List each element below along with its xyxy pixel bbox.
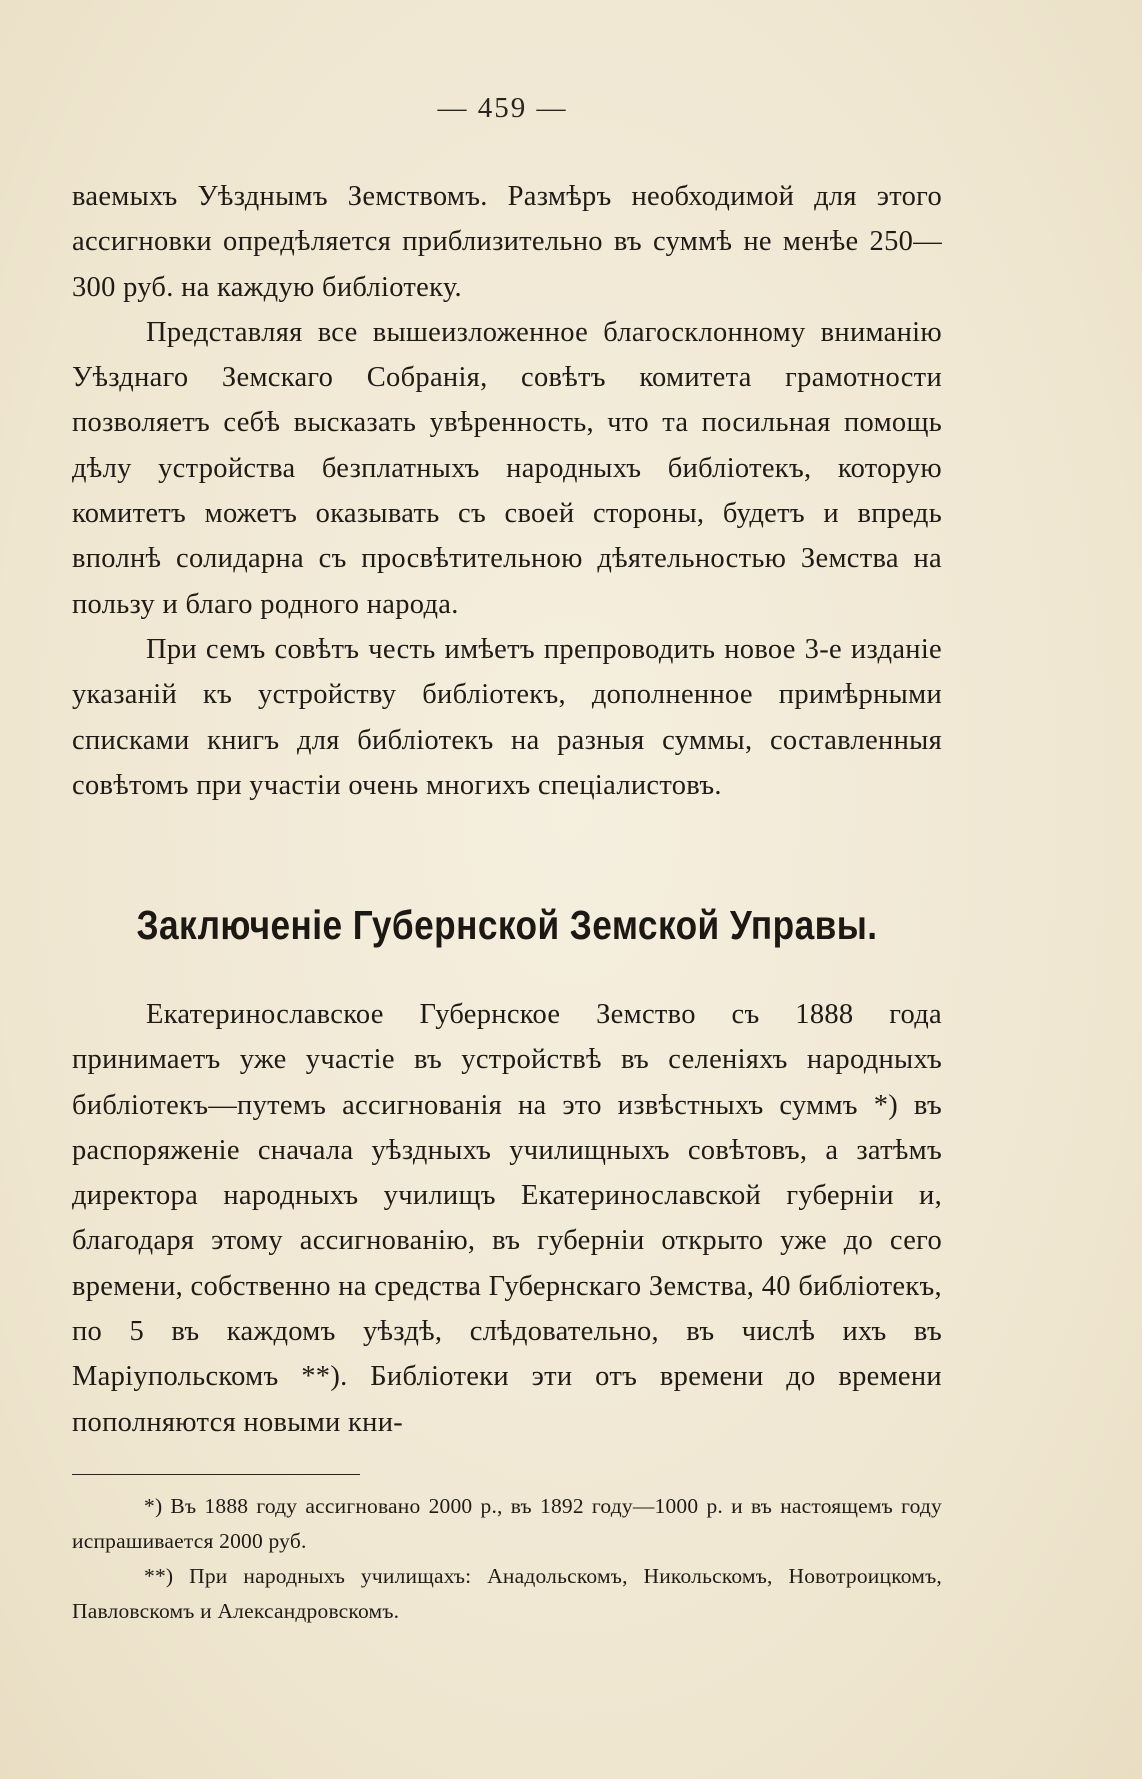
body-text-bottom	[72, 992, 942, 1445]
paragraph: Представляя все вышеизложенное благосклонному вниманію Уѣзднаго Земскаго Собранія, совѣтъ комитета грамотности позволяетъ себѣ высказать увѣренность, что та посильная помощь дѣлу устройства безплатныхъ народныхъ библіотекъ, которую комитетъ можетъ оказывать съ своей стороны, будетъ и впредь вполнѣ солидарна съ просвѣтительною дѣятельностью Земства на пользу и благо родного народа.	[72, 316, 942, 620]
footnotes	[72, 1489, 942, 1629]
footnote-divider	[72, 1474, 360, 1475]
paragraph-continuation: ваемыхъ Уѣзднымъ Земствомъ. Размѣръ необходимой для этого ассигновки опредѣляется приблизительно въ суммѣ не менѣе 250—300 руб. на каждую библіотеку.	[72, 181, 942, 303]
footnote: *) Въ 1888 году ассигновано 2000 р., въ 1892 году—1000 р. и въ настоящемъ году испрашивается 2000 руб.	[72, 1494, 942, 1553]
paragraph: Екатеринославское Губернское Земство съ 1888 года принимаетъ уже участіе въ устройствѣ въ селеніяхъ народныхъ библіотекъ—путемъ ассигнованія на это извѣстныхъ суммъ *) въ распоряженіе сначала уѣздныхъ училищныхъ совѣтовъ, а затѣмъ директора народныхъ училищъ Екатеринославской губерніи и, благодаря этому ассигнованію, въ губерніи открыто уже до сего времени, собственно на средства Губернскаго Земства, 40 библіотекъ, по 5 въ каждомъ уѣздѣ, слѣдовательно, въ числѣ ихъ въ Маріупольскомъ **). Библіотеки эти отъ времени до времени пополняются новыми кни-	[72, 999, 942, 1438]
section-heading: Заключеніе Губернской Земской Управы.	[136, 902, 878, 948]
page-number: — 459 —	[437, 92, 568, 124]
body-text-top	[72, 174, 942, 808]
paragraph: При семъ совѣтъ честь имѣетъ препроводить новое 3-е изданіе указаній къ устройству библіотекъ, дополненное примѣрными списками книгъ для библіотекъ на разныя суммы, составленныя совѣтомъ при участіи очень многихъ спеціалистовъ.	[72, 633, 942, 801]
footnote: **) При народныхъ училищахъ: Анадольскомъ, Никольскомъ, Новотроицкомъ, Павловскомъ и Александровскомъ.	[72, 1564, 942, 1623]
